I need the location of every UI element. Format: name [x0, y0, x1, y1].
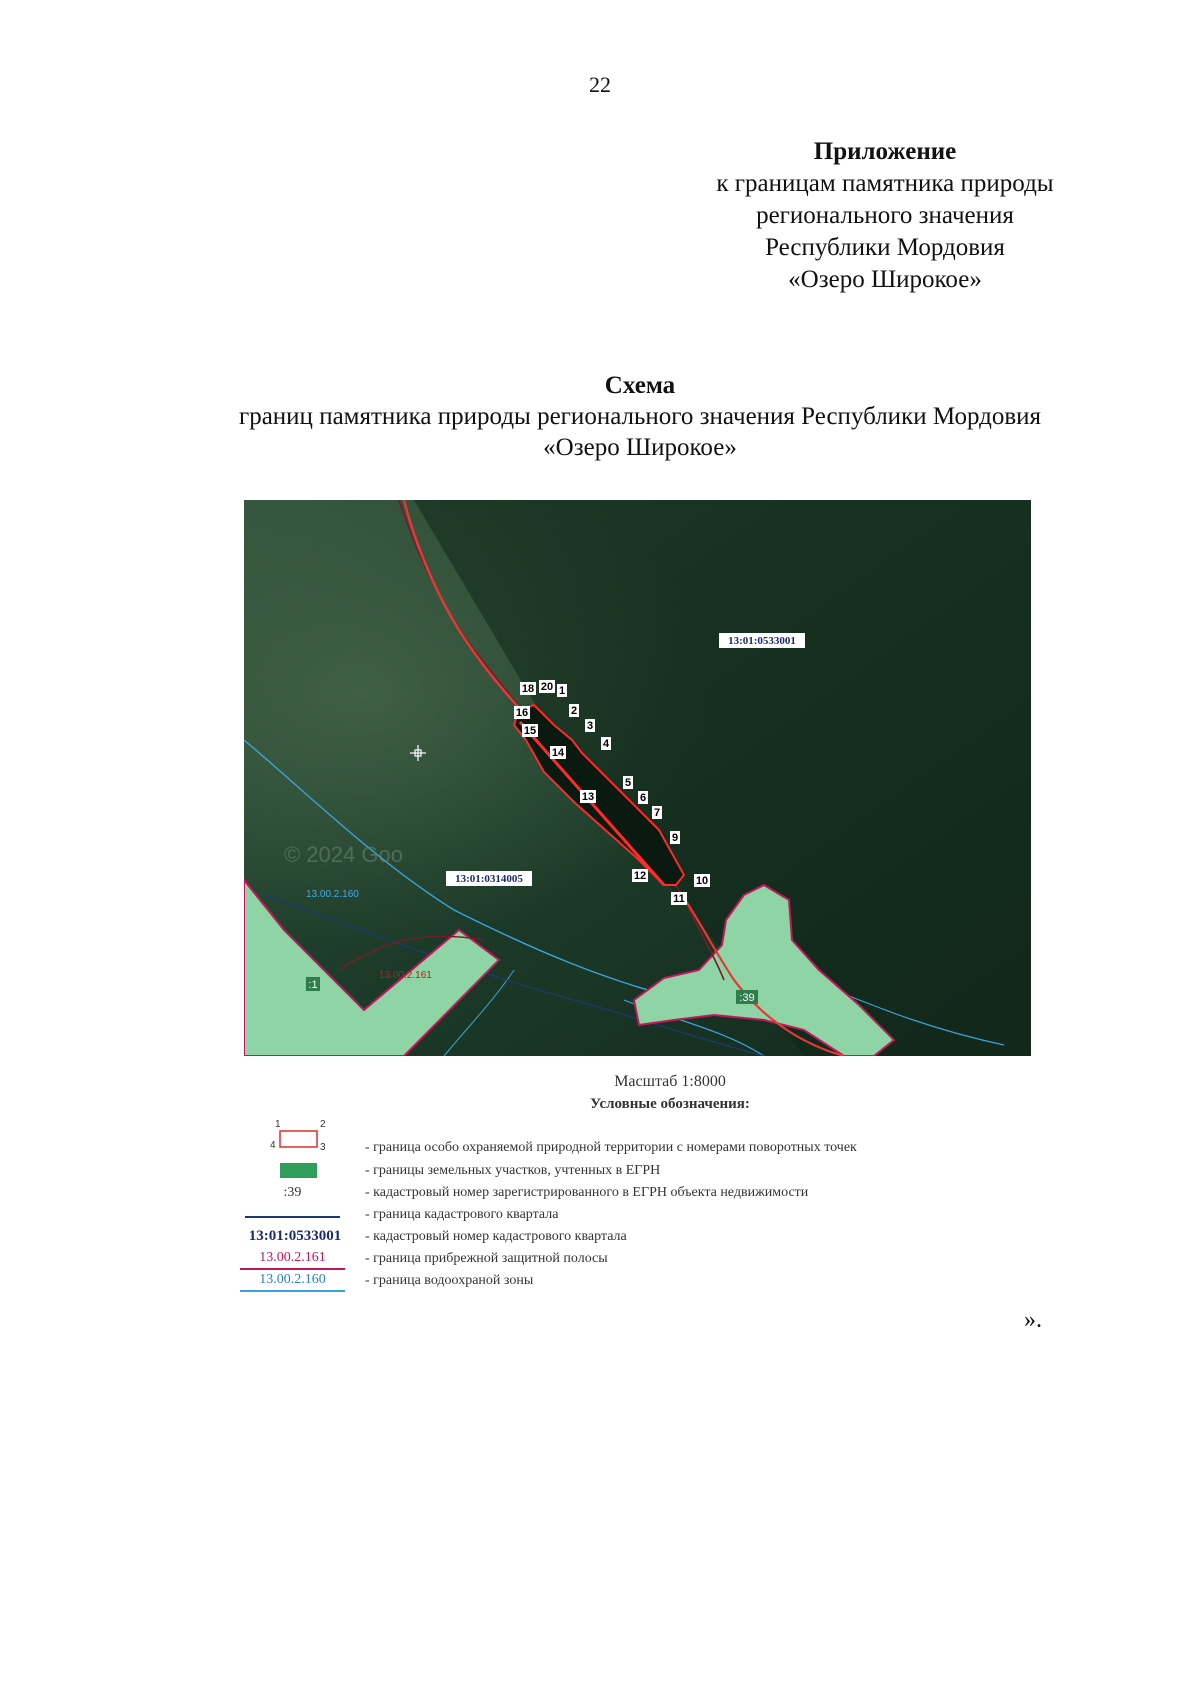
legend-text: - кадастровый номер кадастрового квартала [365, 1229, 627, 1244]
svg-text:3: 3 [320, 1142, 326, 1153]
quarter-line-symbol-icon [240, 1204, 345, 1226]
svg-text:2: 2 [320, 1119, 326, 1130]
svg-text:18: 18 [521, 683, 535, 695]
legend-item-quarter-line [240, 1204, 1000, 1226]
appendix-line: регионального значения [756, 202, 1014, 229]
svg-text:11: 11 [673, 893, 685, 905]
legend-item-boundary [240, 1118, 1000, 1160]
quarter-number-label: 13:01:0314005 [455, 873, 523, 885]
parcel-label: :1 [308, 979, 318, 991]
turning-point-label [632, 869, 648, 882]
svg-text:20: 20 [540, 681, 554, 693]
turning-point-label [585, 719, 595, 732]
turning-point-label [514, 706, 530, 719]
turning-point-label [580, 790, 596, 803]
turning-point-label [569, 704, 579, 717]
turning-point-label [638, 791, 648, 804]
turning-point-label [550, 746, 566, 759]
legend-text: - граница кадастрового квартала [365, 1207, 559, 1222]
page-number: 22 [589, 72, 611, 97]
scheme-heading [160, 370, 1120, 463]
map-scale: Масштаб 1:8000 [614, 1073, 726, 1090]
turning-point-label [623, 776, 633, 789]
svg-text:4: 4 [602, 738, 610, 750]
legend-item-quarter-number [240, 1226, 1000, 1248]
turning-point-label [670, 831, 680, 844]
scheme-subtitle-line: «Озеро Широкое» [543, 434, 737, 461]
boundary-map [244, 500, 1031, 1056]
appendix-header [655, 136, 1115, 296]
svg-text:3: 3 [586, 720, 594, 732]
svg-text:10: 10 [695, 875, 709, 887]
legend-item-coastal-strip [240, 1248, 1000, 1270]
appendix-line: Республики Мордовия [765, 234, 1005, 261]
turning-point-label [601, 737, 611, 750]
map-watermark: © 2024 Goo [284, 842, 403, 867]
map-canvas [244, 500, 1031, 1056]
cadastral-number-symbol: :39 [283, 1185, 302, 1200]
appendix-line: «Озеро Широкое» [788, 266, 982, 293]
svg-text:15: 15 [523, 725, 537, 737]
svg-text:1: 1 [275, 1119, 281, 1130]
turning-point-label [520, 682, 536, 695]
svg-text:14: 14 [551, 747, 565, 759]
coastal-strip-label: 13.00.2.161 [379, 970, 432, 981]
legend-item-parcel [240, 1160, 1000, 1182]
svg-text:7: 7 [653, 807, 661, 819]
scheme-title: Схема [604, 372, 676, 399]
closing-quote: ». [1024, 1307, 1042, 1333]
legend-title: Условные обозначения: [590, 1096, 750, 1112]
turning-point-label [652, 806, 662, 819]
legend-text: - граница водоохраной зоны [365, 1273, 534, 1288]
parcel-symbol-icon [240, 1160, 345, 1182]
boundary-symbol-icon [240, 1118, 345, 1160]
turning-point-label [557, 684, 567, 697]
turning-point-label [539, 680, 555, 693]
svg-text:12: 12 [633, 870, 647, 882]
coastal-strip-symbol: 13.00.2.161 [240, 1248, 345, 1270]
turning-point-label [671, 892, 687, 905]
appendix-line: к границам памятника природы [716, 170, 1054, 197]
water-zone-label: 13.00.2.160 [306, 889, 359, 900]
svg-text:6: 6 [639, 792, 647, 804]
legend-text: - граница прибрежной защитной полосы [365, 1251, 608, 1266]
quarter-number-label: 13:01:0533001 [728, 635, 796, 647]
turning-point-label [522, 724, 538, 737]
scheme-subtitle-line: границ памятника природы регионального значения Республики Мордовия [238, 403, 1042, 430]
svg-text:1: 1 [558, 685, 566, 697]
svg-text:9: 9 [671, 832, 679, 844]
svg-text:4: 4 [270, 1140, 276, 1151]
quarter-number-symbol: 13:01:0533001 [248, 1228, 342, 1244]
appendix-title: Приложение [813, 138, 957, 165]
legend-item-water-zone [240, 1270, 1000, 1292]
legend-text: - граница особо охраняемой природной территории с номерами поворотных точек [365, 1140, 857, 1155]
svg-text:13: 13 [581, 791, 595, 803]
legend-text: - границы земельных участков, учтенных в ЕГРН [365, 1163, 661, 1178]
svg-text:2: 2 [570, 705, 578, 717]
legend-text: - кадастровый номер зарегистрированного в ЕГРН объекта недвижимости [365, 1185, 809, 1200]
turning-point-label [694, 874, 710, 887]
parcel-label: :39 [739, 992, 755, 1004]
legend-item-cadastral-number [240, 1182, 1000, 1204]
water-zone-symbol: 13.00.2.160 [240, 1270, 345, 1292]
svg-text:16: 16 [515, 707, 529, 719]
svg-text:5: 5 [624, 777, 632, 789]
legend [240, 1118, 1000, 1292]
